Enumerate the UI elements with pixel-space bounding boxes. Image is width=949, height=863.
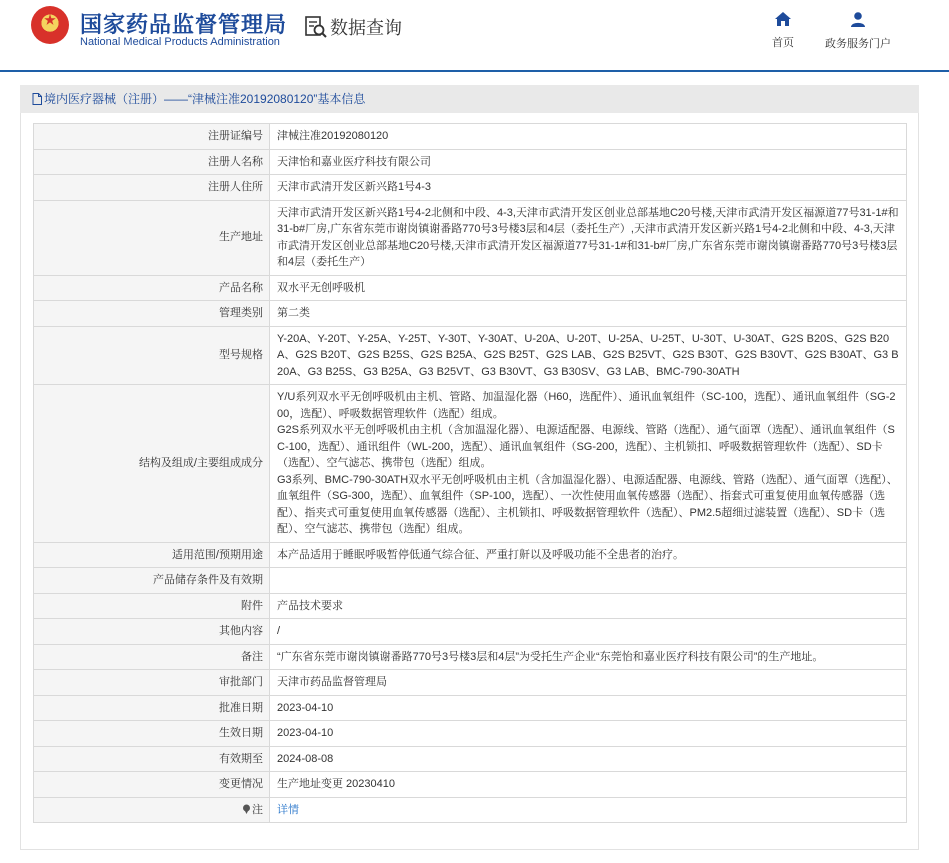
table-row (34, 568, 907, 594)
row-value: 津械注准20192080120 (270, 124, 907, 150)
org-name-en: National Medical Products Administration (80, 36, 280, 48)
row-value: “广东省东莞市谢岗镇谢番路770号3号楼3层和4层”为受托生产企业“东莞怡和嘉业医疗科技有限公司”的生产地址。 (270, 644, 907, 670)
structure-line: G3系列、BMC-790-30ATH双水平无创呼吸机由主机（含加温湿化器）、电源适配器、电源线、管路（选配）、通气面罩（选配）、血氧组件（SG-300，选配）、血氧组件（SP-100，选配）、一次性使用血氧传感器（选配）、指套式可重复使用血氧传感器（选配）、指夹式可重复使用血氧传感器（选配）、主机锁扣、呼吸数据管理软件（选配）、PM2.5超细过滤装置（选配）、SD卡（选配）、空气滤芯、携带包（选配）组成。 (277, 473, 898, 535)
table-row (34, 670, 907, 696)
row-label: 产品储存条件及有效期 (34, 568, 270, 594)
row-value: 2024-08-08 (270, 746, 907, 772)
row-value: 2023-04-10 (270, 721, 907, 747)
row-label: 有效期至 (34, 746, 270, 772)
structure-line: Y/U系列双水平无创呼吸机由主机、管路、加温湿化器（H60，选配件）、通讯血氧组件（SC-100，选配）、通讯血氧组件（SG-200，选配）、呼吸数据管理软件（选配）组成。 (277, 391, 896, 420)
home-icon (775, 12, 791, 26)
row-label: 注册人住所 (34, 175, 270, 201)
row-value: 第二类 (270, 301, 907, 327)
table-row (34, 593, 907, 619)
row-label-note (34, 797, 270, 823)
table-row (34, 695, 907, 721)
registration-info-table (33, 123, 907, 823)
breadcrumb (20, 85, 919, 113)
table-row (34, 149, 907, 175)
header-divider (0, 70, 949, 72)
table-row (34, 326, 907, 385)
row-label: 结构及组成/主要组成成分 (34, 385, 270, 543)
table-row (34, 772, 907, 798)
row-label: 其他内容 (34, 619, 270, 645)
row-value: 天津市武清开发区新兴路1号4-2北侧和中段、4-3,天津市武清开发区创业总部基地C20号楼,天津市武清开发区福源道77号31-1#和31-b#厂房,广东省东莞市谢岗镇谢番路770号3号楼3层和4层（委托生产）,天津市武清开发区新兴路1号4-2北侧和中段、4-3,天津市武清开发区创业总部基地C20号楼,天津市武清开发区福源道77号31-1#和31-b#厂房,广东省东莞市谢岗镇谢番路770号3号楼3层和4层（委托生产） (270, 200, 907, 275)
row-label: 管理类别 (34, 301, 270, 327)
row-value: 生产地址变更 20230410 (270, 772, 907, 798)
structure-line: G2S系列双水平无创呼吸机由主机（含加温湿化器）、电源适配器、电源线、管路（选配）、通气面罩（选配）、通讯血氧组件（SC-100，选配）、通讯组件（WL-200，选配）、通讯血氧组件（SG-200，选配）、主机锁扣、呼吸数据管理软件（选配）、SD卡（选配）、空气滤芯、携带包（选配）组成。 (277, 424, 895, 469)
row-value: 天津怡和嘉业医疗科技有限公司 (270, 149, 907, 175)
row-value: 产品技术要求 (270, 593, 907, 619)
table-row (34, 175, 907, 201)
pin-icon (242, 804, 251, 814)
org-name-cn: 国家药品监督管理局 (80, 12, 288, 37)
row-value: / (270, 619, 907, 645)
table-row (34, 385, 907, 543)
nav-home-label: 首页 (772, 37, 794, 49)
section-title-text: 数据查询 (330, 18, 402, 38)
section-title (304, 14, 402, 44)
table-row (34, 797, 907, 823)
search-document-icon (304, 15, 328, 44)
row-value (270, 797, 907, 823)
row-label: 变更情况 (34, 772, 270, 798)
row-label: 型号规格 (34, 326, 270, 385)
row-label: 生效日期 (34, 721, 270, 747)
row-label: 产品名称 (34, 275, 270, 301)
document-icon (32, 87, 42, 115)
row-label: 批准日期 (34, 695, 270, 721)
table-row (34, 124, 907, 150)
user-icon (850, 12, 866, 27)
national-emblem-icon (31, 6, 69, 44)
row-value: 本产品适用于睡眠呼吸暂停低通气综合征、严重打鼾以及呼吸功能不全患者的治疗。 (270, 542, 907, 568)
row-value: 天津市药品监督管理局 (270, 670, 907, 696)
table-row (34, 746, 907, 772)
row-value: 2023-04-10 (270, 695, 907, 721)
note-label: 注 (252, 803, 263, 816)
row-label: 附件 (34, 593, 270, 619)
row-label: 生产地址 (34, 200, 270, 275)
row-label: 备注 (34, 644, 270, 670)
details-link[interactable]: 详情 (277, 803, 299, 816)
row-label: 适用范围/预期用途 (34, 542, 270, 568)
table-row (34, 200, 907, 275)
breadcrumb-text: 境内医疗器械（注册）——“津械注准20192080120”基本信息 (44, 92, 366, 106)
table-row (34, 644, 907, 670)
table-row (34, 301, 907, 327)
row-label: 审批部门 (34, 670, 270, 696)
row-value (270, 385, 907, 543)
row-value: 天津市武清开发区新兴路1号4-3 (270, 175, 907, 201)
nav-home[interactable] (768, 12, 798, 50)
table-row (34, 275, 907, 301)
row-label: 注册人名称 (34, 149, 270, 175)
nav-service-portal-label: 政务服务门户 (825, 38, 891, 50)
row-label: 注册证编号 (34, 124, 270, 150)
row-value (270, 568, 907, 594)
table-row (34, 721, 907, 747)
table-row (34, 542, 907, 568)
table-row (34, 619, 907, 645)
site-header (0, 0, 949, 70)
nav-service-portal[interactable] (823, 12, 893, 51)
row-value: Y-20A、Y-20T、Y-25A、Y-25T、Y-30T、Y-30AT、U-20A、U-20T、U-25A、U-25T、U-30T、U-30AT、G2S B20S、G2S B20A、G2S B20T、G2S B25S、G2S B25A、G2S B25T、G2S LAB、G2S B25VT、G2S B30T、G2S B30VT、G2S B30AT、G3 B20A、G3 B25S、G3 B25A、G3 B25VT、G3 B30VT、G3 B30SV、G3 LAB、BMC-790-30ATH (270, 326, 907, 385)
row-value: 双水平无创呼吸机 (270, 275, 907, 301)
